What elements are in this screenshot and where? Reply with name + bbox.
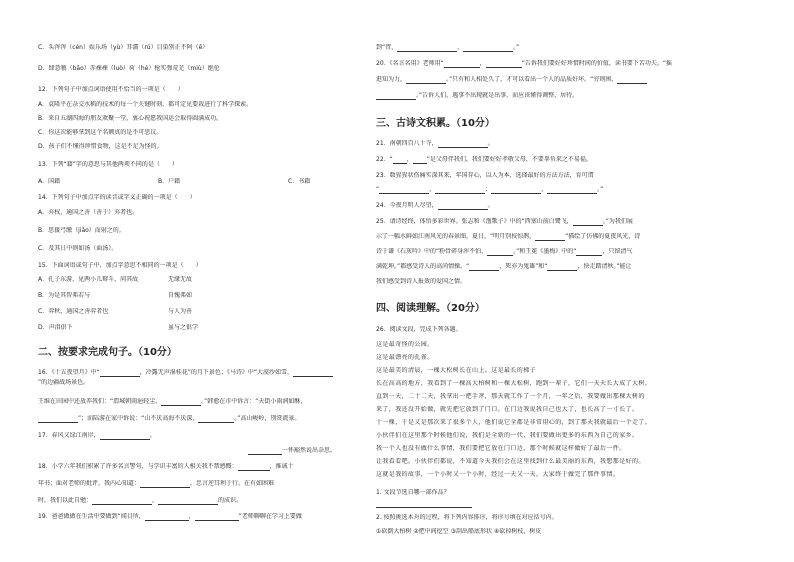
q18-line-3 <box>38 497 398 505</box>
q12-stem: 12．下列句子中加点词语使用不恰当的一项是（ ） <box>38 86 184 93</box>
q20-text-e: 。”只有和人相处久了，才可以看出一个人的品质好坏。“穷则困， <box>446 76 618 83</box>
q26-stem: 26．阅读文段，完成下列各题。 <box>376 326 462 333</box>
q16-line-3 <box>38 415 398 423</box>
q25-line-2 <box>376 233 736 241</box>
q14-option-b: B．思援弓缴（jiǎo）而射之的。 <box>38 227 125 234</box>
q25-line-4 <box>376 263 736 271</box>
q23-text-i: 。” <box>597 186 604 193</box>
q23-blank-1[interactable] <box>379 187 429 194</box>
q22-text-b: ， <box>406 156 413 163</box>
q14-stem: 14．下列句子中加点字的读音或字义正确的一项是（ ） <box>38 194 196 201</box>
passage-line-5: 直到一天，二十二天，我拿出一把手斧，那天就工作了一个月，一年之后，我要做出那棵大树的 <box>376 393 645 400</box>
q18-text-g: 的成识。 <box>218 497 243 504</box>
q20-text-b: ， <box>479 60 486 67</box>
passage-line-7: 十一棵，于是又是那次来了很多个人，他们说它全都是非常用心的，到了那天我就最后一个走了。 <box>376 419 652 426</box>
q25-line-3 <box>376 248 736 256</box>
q18-line-1 <box>38 463 398 471</box>
q16-text-2b: 。”韩愈在市中诉言：“天街小雨润如酥， <box>201 398 307 405</box>
q25-blank-3[interactable] <box>487 249 513 256</box>
q16-blank-1[interactable] <box>100 370 140 377</box>
q20-text-c: ”告诉我们要好好珍惜时间的价值，读书要下苦功夫。“摇 <box>521 60 672 67</box>
q20-text-d: 逛知为力， <box>376 76 407 83</box>
reading-q1: 1. 文段节选自哪一部作品？ <box>376 489 450 496</box>
q15-row-c-right: 与人为善 <box>168 308 193 315</box>
q22-blank-2[interactable] <box>413 157 427 164</box>
q15-row-d-left: D．声泪俱下 <box>38 324 73 331</box>
r1-text-b: ， <box>457 44 464 51</box>
q23-line-1: 23．数猩猩状伤痛实深其来，年国存心，以人为本，选择最好的方法方法，育可谓 <box>376 172 594 179</box>
q19-line <box>38 513 398 521</box>
q17-text-b: 。 <box>149 432 156 439</box>
q19-text-a: 19．爸爸做做在生活中要做到“闻目所， <box>38 513 145 520</box>
q18-text-f: ， <box>152 497 159 504</box>
q17-text-a: 17．春风又绿江南岸， <box>38 432 100 439</box>
q23-text-f: ， <box>429 186 436 193</box>
q25-text-c: 示了一幅水鲜如江南风光的春景图，夏日，“明月别枝惊鹊， <box>376 233 536 240</box>
q16-blank-4[interactable] <box>38 416 78 423</box>
q18-text-b: ，推诚十 <box>269 463 294 470</box>
q15-row-a-left: A．孔子东游，见两小儿辩斗，问其故 <box>38 276 139 283</box>
passage-line-9: 我一个人也没有做什么事情，我们要把它放在门口边，那个时候就这样做好了最后一件。 <box>376 445 626 452</box>
q16-line-1 <box>38 369 398 377</box>
q15-row-d-right: 虽与之俱学 <box>168 324 199 331</box>
q20-blank-4[interactable] <box>617 77 647 84</box>
q15-row-a-right: 无缘无故 <box>168 276 193 283</box>
q19-text-c: ”老师聊聊在学习上要做 <box>238 513 302 520</box>
q12-option-d: D．孩子们不懂得珍惜食物，这是不足为怪的。 <box>38 143 163 150</box>
r1-blank-1[interactable] <box>397 45 457 52</box>
q22-blank-1[interactable] <box>393 157 407 164</box>
q11-option-c: C．头涔涔（cén）娱乐场（yù）耳濡（rú）目染别正不阿（ē） <box>38 44 209 51</box>
q25-blank-6[interactable] <box>547 264 577 271</box>
q21-line <box>376 140 736 148</box>
q20-blank-3[interactable] <box>406 77 446 84</box>
q15-row-c-left: C．弈秋，通国之善弈者也 <box>38 308 109 315</box>
reading-q2-options: ①砍倒大柏树 ②把中间挖空 ③刮出船底形状 ④砍掉树枝、树皮 <box>376 528 542 535</box>
passage-line-4: 长在高高的地方，我看到了一棵高大柏树和一棵大松树，跑到一辈子，它们一天天长大成了大树。 <box>376 380 652 387</box>
q13-option-c: C．书籍 <box>288 178 311 185</box>
q18-blank-4[interactable] <box>158 498 218 505</box>
r1-text-a: 到“胥， <box>376 44 398 51</box>
passage-line-3: 这是最美的清晨，一棵大松树长在山上。这是最长的梯子 <box>376 367 537 374</box>
q25-text-j: ，快走踏清秋。”能让 <box>577 263 632 270</box>
q16-text-3c: 高山峻岭，别赏流景。 <box>240 415 301 422</box>
q20-text-f: 。”告诉人们，遇事不出现就是出事，而应该懂得调整、居待。 <box>416 92 579 99</box>
q16-text-3: ”；而陆游在家中诉说：“山不厌高海不厌深， <box>78 415 199 422</box>
q22-text-a: 22．“ <box>376 156 393 163</box>
q19-blank-1[interactable] <box>145 514 189 521</box>
q18-text-c: 年书；面对老师的批评，我内心知道： <box>38 480 141 487</box>
q16-text-1a: 16．《十五夜望月》中“ <box>38 369 100 376</box>
q25-text-e: 诗于谦《石灰吟》中的“粉骨碎身浑不怕， <box>376 248 488 255</box>
q25-text-f: 。”和王冕《墨梅》中的“ <box>513 248 577 255</box>
q23-text-g: ； <box>485 186 492 193</box>
q25-text-h: 满乾坤。”都感受诗人的高尚情操。“ <box>376 263 470 270</box>
q23-blank-4[interactable] <box>547 187 597 194</box>
q17-blank[interactable] <box>100 433 150 440</box>
q20-text-a: 20．《名言名用》老师用“ <box>376 60 444 67</box>
q20-line-2 <box>376 76 736 84</box>
q25-blank-1[interactable] <box>573 219 603 226</box>
q16-line-2 <box>38 398 398 406</box>
passage-line-11: 这就是我的故事，一个小时又一个小时，经过一天又一天，大家终于做完了那件事情。 <box>376 471 620 478</box>
q25-line-1 <box>376 218 736 226</box>
q25-text-i: ，死亦为鬼雄”和“ <box>499 263 548 270</box>
q18-blank-1[interactable] <box>238 464 270 471</box>
q25-blank-5[interactable] <box>469 264 499 271</box>
reading-q2: 2. 按照挑选木舟的过程，将下列内容排序，将序号填在对应括号内。 <box>376 514 558 521</box>
q25-line-5: 我们感受到诗人报效的爱国之情。 <box>376 278 467 285</box>
q16-line-1c: ”的边疆战场景色。 <box>38 379 90 386</box>
q16-text-3b: 。” <box>234 415 241 422</box>
passage-line-1: 这是最奇怪的公园。 <box>376 341 434 348</box>
passage-line-2: 这是最漂亮的孔雀。 <box>376 354 434 361</box>
q21-text-a: 21．南朝四百八十寺， <box>376 140 438 147</box>
q25-text-a: 25．请诗经终，体悟多彩世界。张志和《渔歌子》中的“西塞山前白鹭飞， <box>376 218 573 225</box>
q24-blank[interactable] <box>438 203 488 210</box>
q16-text-1b: ，冷露无声湿桂花”的月下景色；《马诗》中“大漠沙如雪， <box>139 369 293 376</box>
q25-text-b: 。”为我们展 <box>602 218 633 225</box>
q24-text-b: 。 <box>487 202 494 209</box>
q20-blank-2[interactable] <box>486 61 522 68</box>
section-3-title: 三、古诗文积累。（10分） <box>376 118 495 129</box>
reading-q1-answer-line[interactable] <box>376 506 472 508</box>
q22-text-c: ”是父母伴我们，我们要好好孝敬父母，不要辜负来之不易福。 <box>426 156 592 163</box>
q18-text-d: ，忠言逆耳利于行。在有如困难 <box>190 480 275 487</box>
q18-blank-3[interactable] <box>92 498 152 505</box>
r-line-1 <box>376 44 736 52</box>
q25-text-g: ，只留清气 <box>602 248 633 255</box>
q23-line-2 <box>376 186 736 194</box>
q17-text-c: 一怀豁然说出杂思。 <box>282 447 337 454</box>
q23-blank-3[interactable] <box>491 187 541 194</box>
section-2-title: 二、按要求完成句子。（10分） <box>38 347 177 358</box>
q12-option-a: A．袁隆平在杂交水稻的技术的每一个关键时刻，都可定见要栽进行了科学探索。 <box>38 101 253 108</box>
q20-blank-5[interactable] <box>376 93 416 100</box>
q16-blank-2[interactable] <box>293 370 333 377</box>
q23-text-h: ， <box>541 186 548 193</box>
section-4-title: 四、阅读理解。（20分） <box>376 303 485 314</box>
q24-line <box>376 202 736 210</box>
r1-blank-2[interactable] <box>463 45 513 52</box>
q11-option-d: D．肆意篡（bāo）赤裸裸（luò）荷（hè）枪实弹荒芜（miù）绝伦 <box>38 65 220 72</box>
q24-text-a: 24．今夜月明人尽望， <box>376 202 438 209</box>
q12-option-b: B．来自五湖四海的朋友欢聚一堂，衷心祝愿我国运会取得圆满成功。 <box>38 115 223 122</box>
q16-blank-3[interactable] <box>161 399 201 406</box>
q22-line <box>376 156 736 164</box>
q13-stem: 13．下列“籍”字的意思与其他两项不同的是（ ） <box>38 161 178 168</box>
q18-blank-2[interactable] <box>140 481 190 488</box>
q25-blank-2[interactable] <box>535 234 565 241</box>
q16-blank-5[interactable] <box>198 416 234 423</box>
q20-line-3 <box>376 92 736 100</box>
q21-blank[interactable] <box>438 141 488 148</box>
q18-line-2 <box>38 480 398 488</box>
q15-row-b-left: B．为是其智弗若与 <box>38 292 91 299</box>
q17-line <box>38 432 398 440</box>
q13-option-a: A．国籍 <box>38 178 61 185</box>
q12-option-c: C．你这次能够拿到这个名额真的是不可思议。 <box>38 129 163 136</box>
q23-text-e: “ <box>376 186 380 193</box>
q21-text-b: 。 <box>487 140 494 147</box>
q19-blank-2[interactable] <box>195 514 239 521</box>
r1-text-c: 。” <box>513 44 520 51</box>
q25-text-d: ”描绘了仿佛的夏夜风光，诗 <box>565 233 641 240</box>
passage-line-6: 来了，我还没开始做，就先把它放到了门口。在门边我说我自己也大了，也长高了一寸长了。 <box>376 406 639 413</box>
q15-row-b-right: 自愧弗如 <box>168 292 193 299</box>
passage-line-10: 让我看看吧。小伙伴们都说，不知道今天我们会在这里找到什么最美丽的东西，我想那是好的。 <box>376 458 645 465</box>
q16-text-2: 王维在田园中还放养我们：“渭城朝雨浥轻尘， <box>38 398 162 405</box>
q15-stem: 15．下面词语或句子中，加点字意思不相同的一项是（ ） <box>38 262 202 269</box>
q23-blank-2[interactable] <box>435 187 485 194</box>
q20-blank-1[interactable] <box>444 61 480 68</box>
q18-text-a: 18．小学六年我们积累了许多名言警句，与学识丰富的人相关我不禁感慨： <box>38 463 238 470</box>
q14-option-a: A．弃权，通国之善（善于）弃者也。 <box>38 209 139 216</box>
q18-text-e: 时，我们以此自勉： <box>38 497 93 504</box>
q20-line-1 <box>376 60 736 68</box>
q14-option-c: C．及其日中则如汤（面汤）。 <box>38 245 118 252</box>
q13-option-b: B．户籍 <box>158 178 181 185</box>
q19-text-b: ， <box>188 513 195 520</box>
passage-line-8: 小伙伴们在这里那个时候他们说，我们是全新的一代，我们要做出更多的东西为自己的家乡。 <box>376 432 639 439</box>
q17-blank-2[interactable] <box>248 448 282 455</box>
q25-blank-4[interactable] <box>576 249 602 256</box>
